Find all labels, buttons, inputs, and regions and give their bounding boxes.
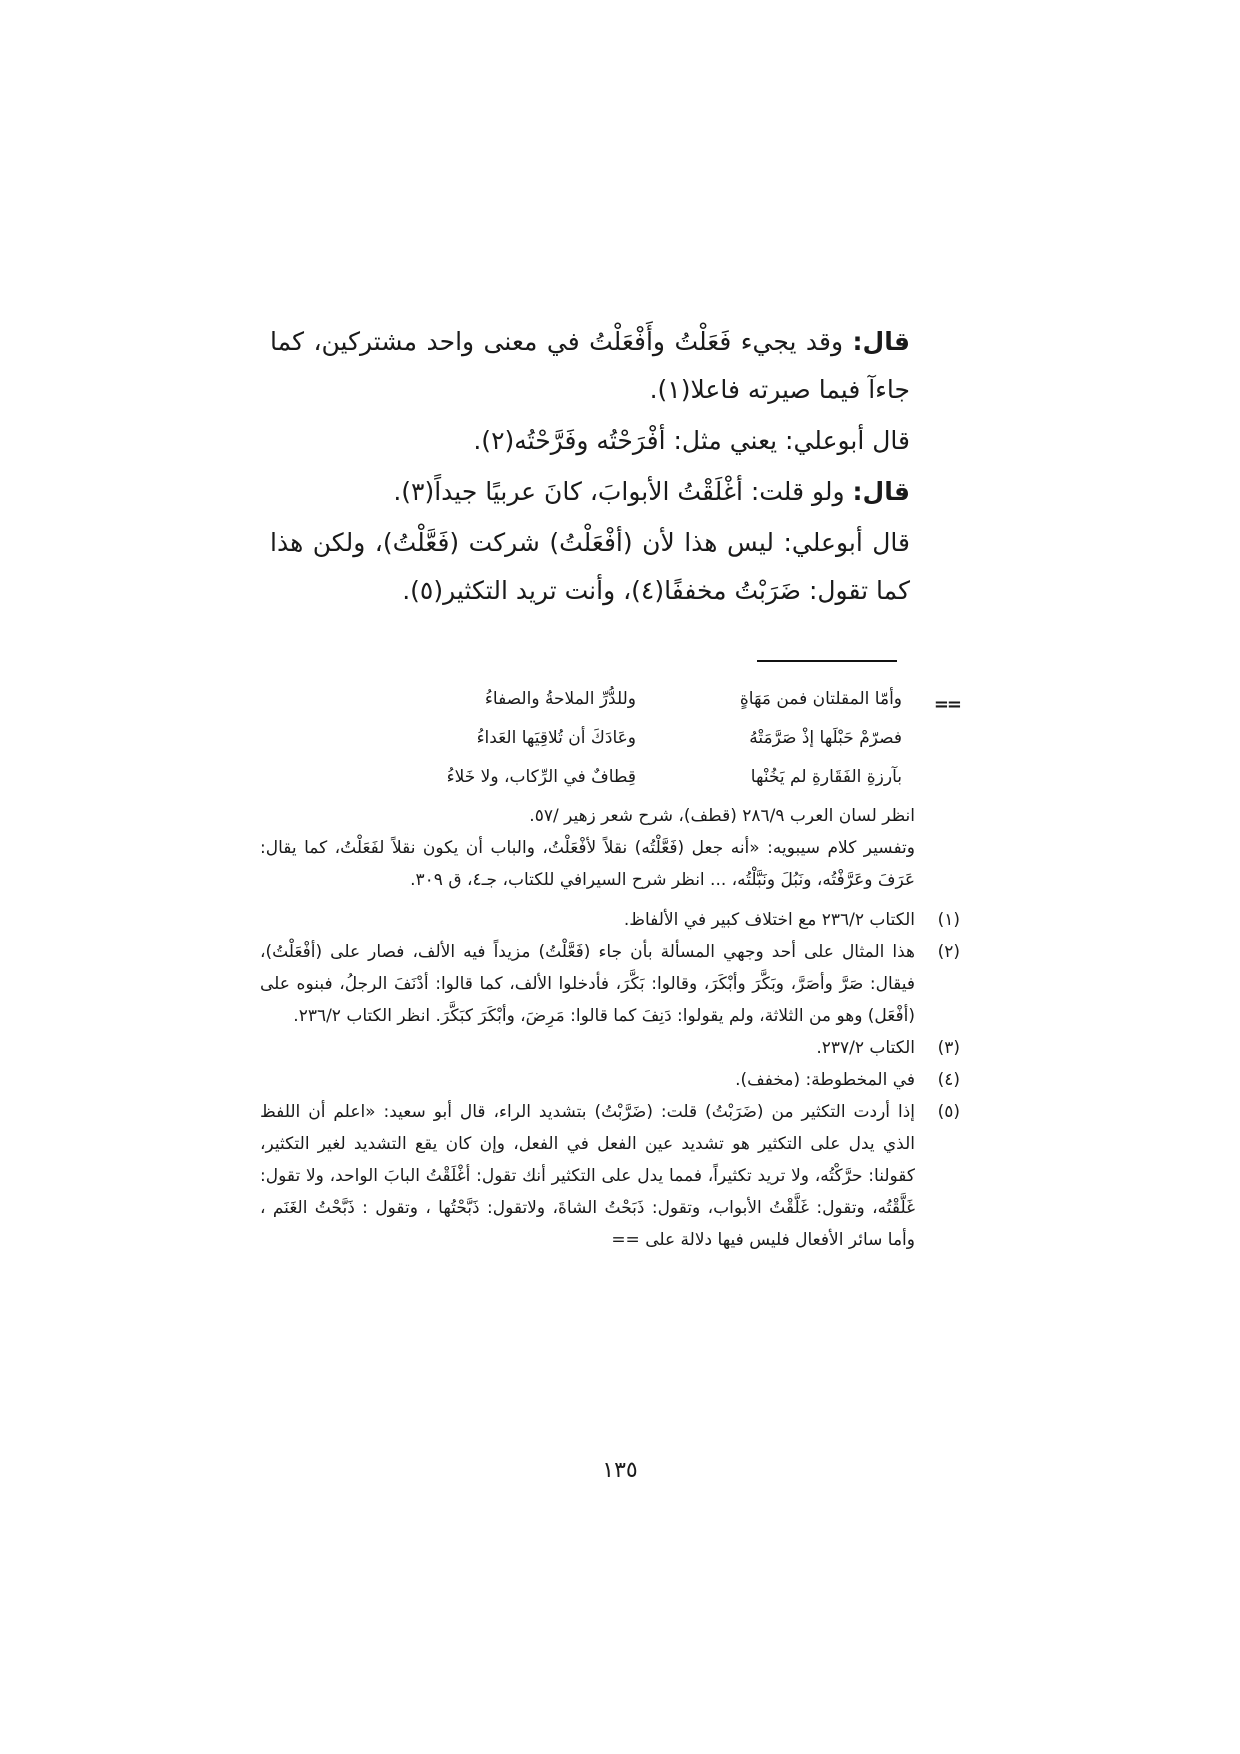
footnote-number: (٣)	[937, 1038, 960, 1058]
verse-first-hemistich: بآرزةِ الفَقَارةِ لم يَخُنْها	[750, 767, 902, 787]
footnote-4	[260, 1064, 960, 1096]
main-text	[270, 318, 950, 618]
footnote-3	[260, 1032, 960, 1064]
verse-first-hemistich: فصرّمْ حَبْلَها إذْ صَرَّمَتْهُ	[749, 728, 902, 748]
footnote-number: (٢)	[937, 942, 960, 962]
paragraph-text: وقد يجيء فَعَلْتُ وأَفْعَلْتُ في معنى واحد مشتركين، كما جاءآ فيما صيرته فاعلا(١).	[270, 327, 910, 404]
footnote-text: في المخطوطة: (مخفف).	[735, 1070, 915, 1090]
main-paragraph-3	[270, 468, 950, 516]
qala-label: قال:	[852, 477, 910, 506]
footnote-2	[260, 936, 960, 1032]
continuation-mark: ==	[933, 694, 960, 715]
footnotes-section	[260, 683, 960, 1256]
main-paragraph-1	[270, 318, 950, 414]
main-paragraph-2	[270, 417, 950, 465]
verse-second-hemistich: قِطافٌ في الرِّكاب، ولا خَلاءُ	[446, 767, 636, 787]
verse-line	[260, 722, 960, 761]
footnote-5	[260, 1096, 960, 1256]
footnote-text: الكتاب ٢٣٧/٢.	[816, 1038, 915, 1058]
reference-line: انظر لسان العرب ٢٨٦/٩ (قطف)، شرح شعر زهير /٥٧.	[529, 806, 915, 826]
verse-second-hemistich: وللدُّرِّ الملاحةُ والصفاءُ	[484, 689, 636, 709]
verse-line	[260, 761, 960, 800]
footnote-text: إذا أردت التكثير من (ضَرَبْتُ) قلت: (ضَرَّبْتُ) بتشديد الراء، قال أبو سعيد: «اعلم أن اللفظ الذي يدل على التكثير هو تشديد عين الفعل في الفعل، وإن كان يقع التشديد لغير التكثير، كقولنا: حرَّكْتُه، ولا تريد تكثيراً، فمما يدل على التكثير أنك تقول: أغْلَقْتُ البابَ الواحد، ولا تقول: غَلَّقْتُه، وتقول: غَلَّقْتُ الأبواب، وتقول: ذَبَحْتُ الشاةَ، ولاتقول: ذَبَّحْتُها ، وتقول : ذَبَّحْتُ الغَنَم ، وأما سائر الأفعال فليس فيها دلالة على ==	[260, 1102, 915, 1250]
paragraph-text: ولو قلت: أغْلَقْتُ الأبوابَ، كانَ عربيًا جيداً(٣).	[393, 477, 845, 506]
footnote-1	[260, 904, 960, 936]
verse-line	[260, 683, 960, 722]
footnote-text: الكتاب ٢٣٦/٢ مع اختلاف كبير في الألفاظ.	[623, 910, 915, 930]
explanation-paragraph: وتفسير كلام سيبويه: «أنه جعل (فَعَّلْتُه) نقلاً لأفْعَلْتُ، والباب أن يكون نقلاً لفَعَلْتُ، كما يقال: عَرَفَ وعَرَّفْتُه، ونَبُلَ ونَبَّلْتُه، ... انظر شرح السيرافي للكتاب، جـ٤، ق ٣٠٩.	[260, 838, 915, 890]
verse-second-hemistich: وعَادَكَ أن تُلاقِيَها العَداءُ	[476, 728, 636, 748]
footnote-separator	[757, 660, 897, 662]
footnote-number: (٤)	[937, 1070, 960, 1090]
footnote-number: (١)	[937, 910, 960, 930]
paragraph-text: قال أبوعلي: ليس هذا لأن (أفْعَلْتُ) شركت (فَعَّلْتُ)، ولكن هذا كما تقول: ضَرَبْتُ مخففًا(٤)، وأنت تريد التكثير(٥).	[270, 528, 910, 605]
footnote-number: (٥)	[937, 1102, 960, 1122]
poem-verses	[260, 683, 960, 800]
qala-label: قال:	[852, 327, 910, 356]
paragraph-text: قال أبوعلي: يعني مثل: أفْرَحْتُه وفَرَّحْتُه(٢).	[473, 426, 910, 455]
verse-first-hemistich: وأمّا المقلتان فمن مَهَاةٍ	[739, 689, 902, 709]
footnote-text: هذا المثال على أحد وجهي المسألة بأن جاء (فَعَّلْتُ) مزيداً فيه الألف، فصار على (أفْعَلْتُ)، فيقال: صَرَّ وأصَرَّ، وبَكَّرَ وأبْكَرَ، وقالوا: بَكَّرَ، فأدخلوا الألف، كما قالوا: أدْنَفَ الرجلُ، فبنوه على (أفْعَل) وهو من الثلاثة، ولم يقولوا: دَنِفَ كما قالوا: مَرِضَ، وأبْكَرَ كبَكَّرَ. انظر الكتاب ٢٣٦/٢.	[260, 942, 915, 1026]
page-number: ١٣٥	[602, 1458, 638, 1483]
main-paragraph-4	[270, 519, 950, 615]
